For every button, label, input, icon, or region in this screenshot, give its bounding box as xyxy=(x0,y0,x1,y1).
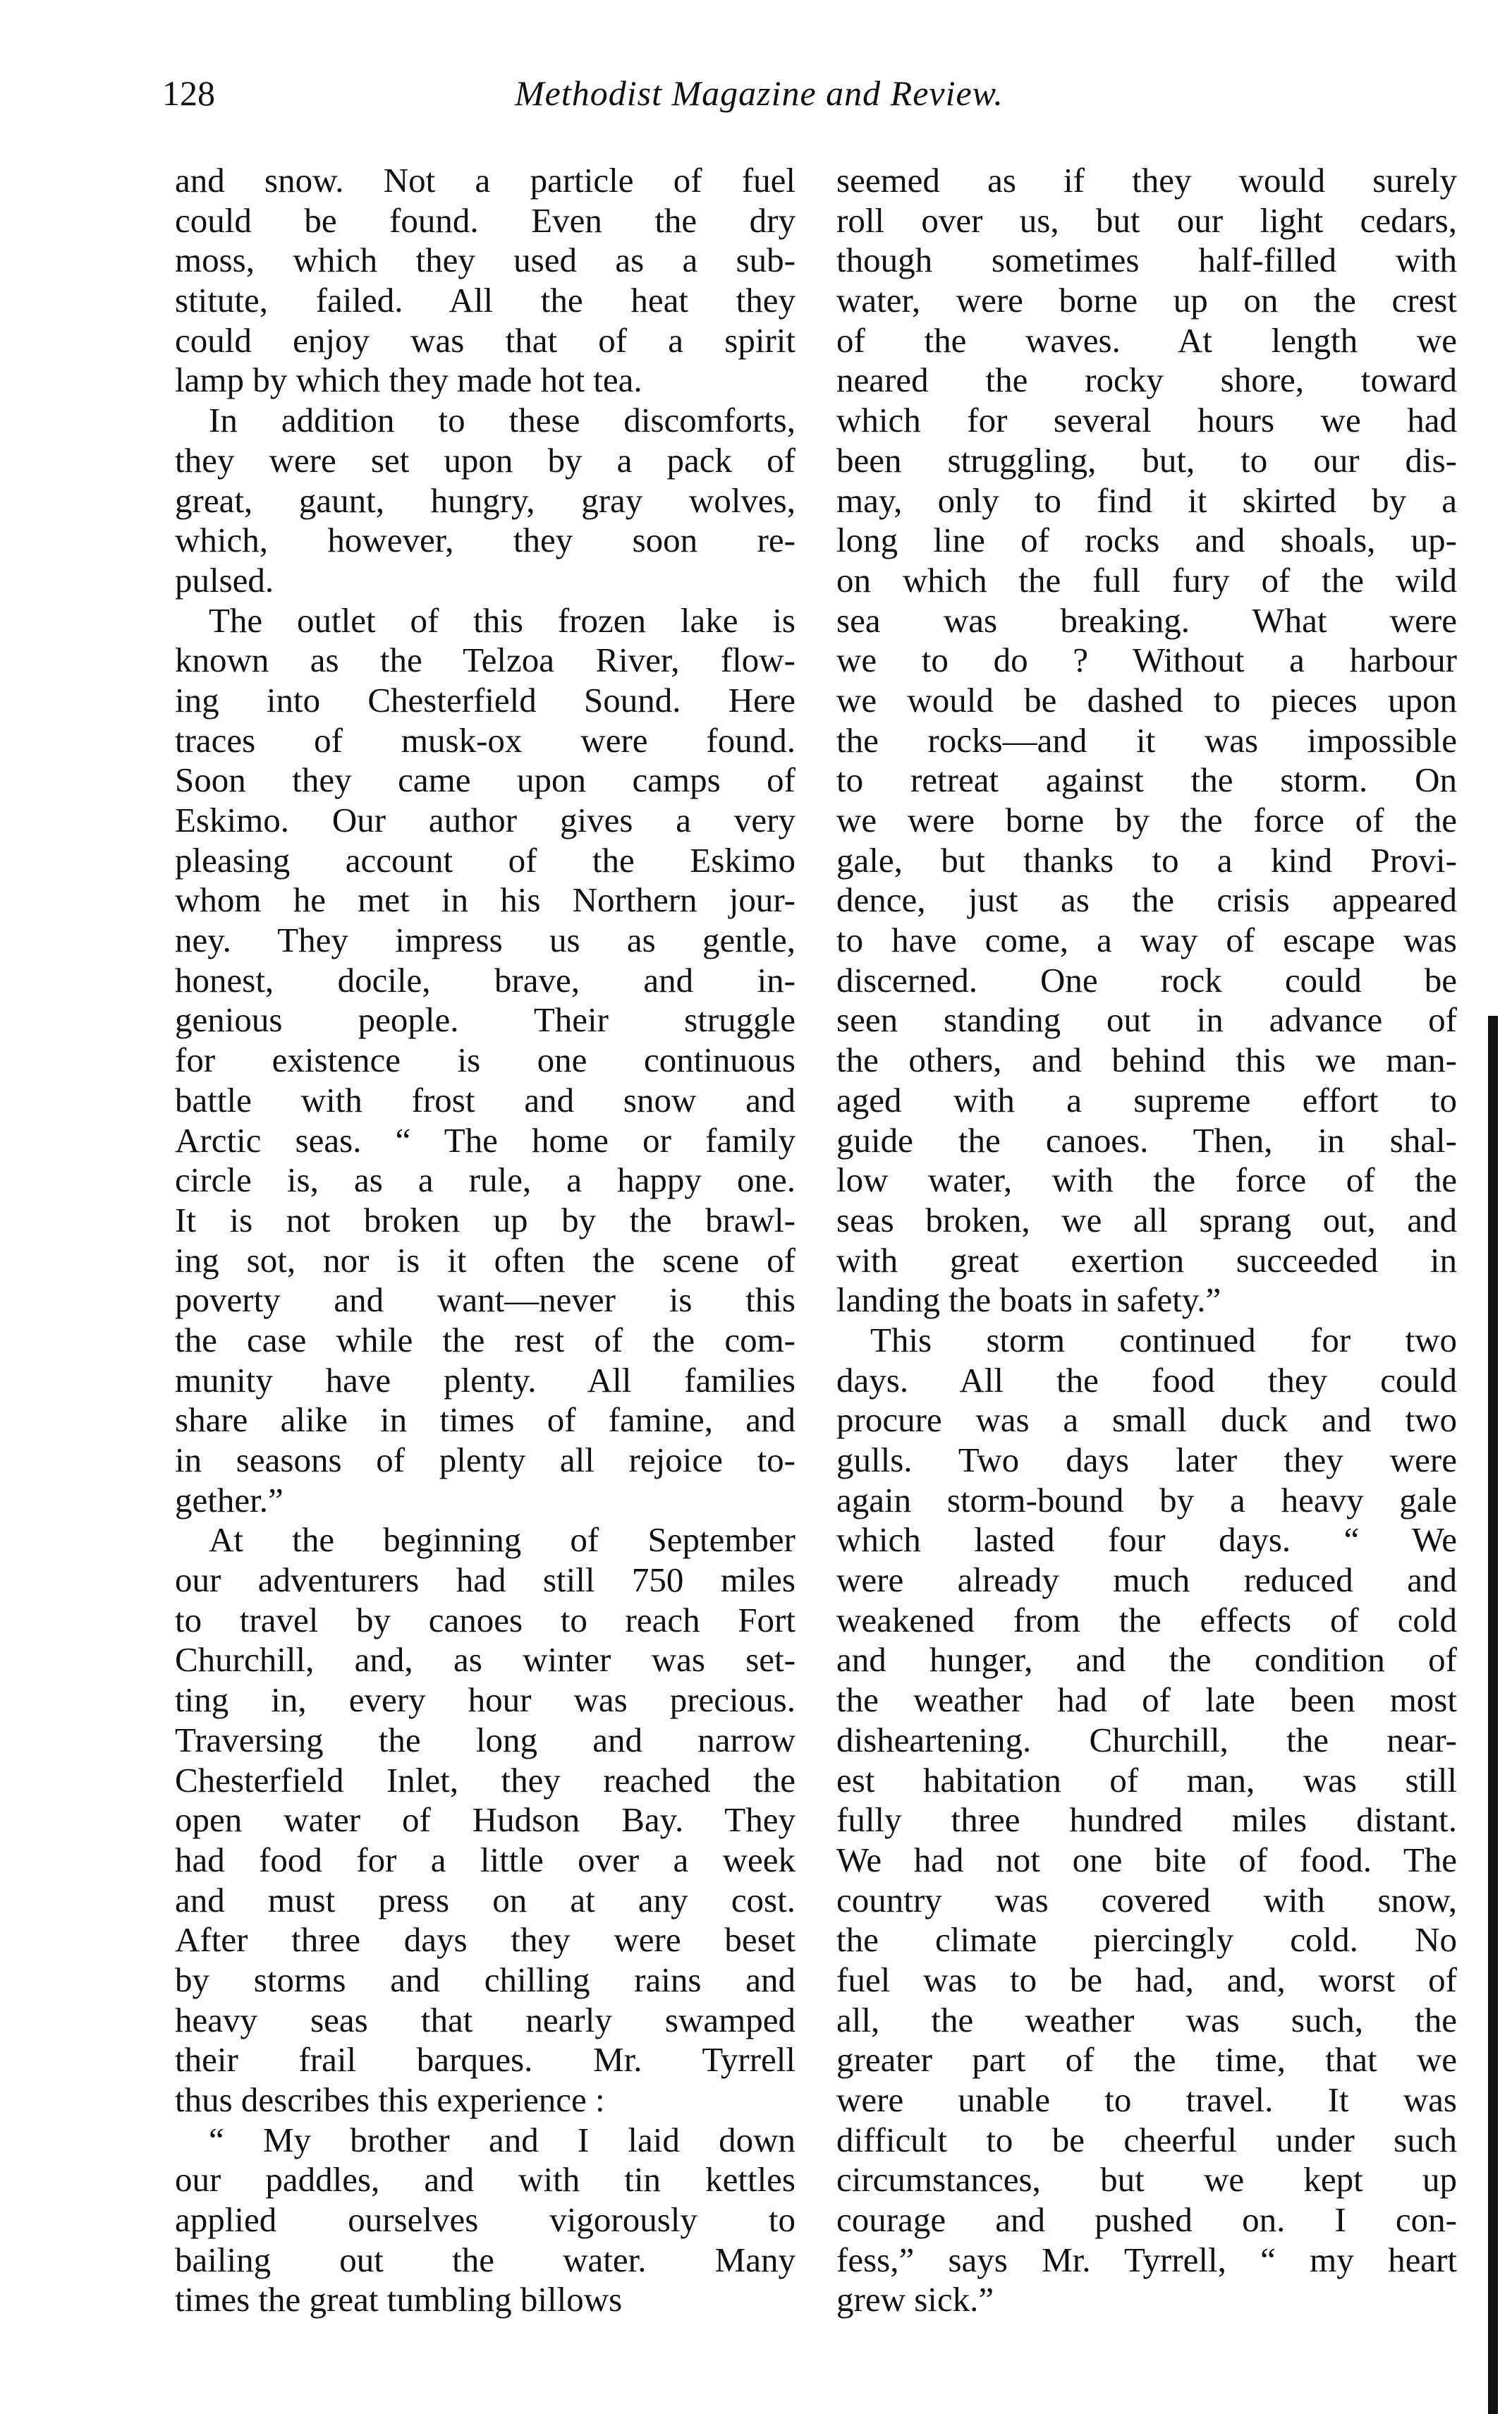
text-line: dence, just as the crisis appeared xyxy=(836,880,1457,920)
text-line: we were borne by the force of the xyxy=(836,801,1457,839)
text-line: sea was breaking. What were xyxy=(836,600,1457,640)
text-line: we would be dashed to pieces upon xyxy=(836,680,1457,720)
text-line: all, the weather was such, the xyxy=(836,2000,1457,2039)
text-line: gulls. Two days later they were xyxy=(836,1440,1457,1479)
text-line: roll over us, but our light cedars, xyxy=(836,200,1457,240)
text-line: water, were borne up on the crest xyxy=(836,281,1457,320)
text-line: guide the canoes. Then, in shal- xyxy=(836,1120,1457,1160)
text-line: difficult to be cheerful under such xyxy=(836,2120,1457,2159)
text-line: the rocks—and it was impossible xyxy=(836,720,1457,760)
text-line: thus describes this experience : xyxy=(175,2080,605,2119)
text-line: Arctic seas. “ The home or family xyxy=(175,1120,795,1160)
text-line: neared the rocky shore, toward xyxy=(836,360,1457,400)
left-text-column xyxy=(175,161,795,2320)
text-line: to retreat against the storm. On xyxy=(836,760,1457,800)
text-line: This storm continued for two xyxy=(870,1320,1457,1359)
text-line: Chesterfield Inlet, they reached the xyxy=(175,1760,795,1800)
text-line: poverty and want—never is this xyxy=(175,1280,795,1320)
text-line: the climate piercingly cold. No xyxy=(836,1920,1457,1960)
text-line: disheartening. Churchill, the near- xyxy=(836,1720,1457,1759)
text-line: pulsed. xyxy=(175,560,274,600)
page-edge-shadow xyxy=(1488,1016,1498,2414)
text-line: aged with a supreme effort to xyxy=(836,1080,1457,1120)
text-line: Churchill, and, as winter was set- xyxy=(175,1640,795,1680)
text-line: greater part of the time, that we xyxy=(836,2040,1457,2080)
text-line: which, however, they soon re- xyxy=(175,521,795,560)
text-line: gether.” xyxy=(175,1480,284,1520)
text-line: heavy seas that nearly swamped xyxy=(175,2000,795,2039)
text-line: ing sot, nor is it often the scene of xyxy=(175,1240,795,1280)
text-line: Traversing the long and narrow xyxy=(175,1720,795,1759)
text-line: After three days they were beset xyxy=(175,1920,795,1960)
text-line: may, only to find it skirted by a xyxy=(836,480,1457,520)
text-line: The outlet of this frozen lake is xyxy=(209,600,795,640)
text-line: great, gaunt, hungry, gray wolves, xyxy=(175,480,795,520)
text-line: country was covered with snow, xyxy=(836,1880,1457,1919)
text-line: ting in, every hour was precious. xyxy=(175,1680,795,1720)
text-line: genious people. Their struggle xyxy=(175,1000,795,1040)
text-line: At the beginning of September xyxy=(209,1520,795,1560)
text-line: lamp by which they made hot tea. xyxy=(175,360,642,400)
text-line: traces of musk-ox were found. xyxy=(175,720,795,760)
text-line: ing into Chesterfield Sound. Here xyxy=(175,680,795,720)
text-line: the others, and behind this we man- xyxy=(836,1041,1457,1080)
text-line: pleasing account of the Eskimo xyxy=(175,840,795,880)
text-line: by storms and chilling rains and xyxy=(175,1960,795,1999)
text-line: In addition to these discomforts, xyxy=(209,401,795,440)
text-line: bailing out the water. Many xyxy=(175,2240,795,2279)
text-line: and must press on at any cost. xyxy=(175,1880,795,1919)
text-line: which for several hours we had xyxy=(836,401,1457,440)
text-line: Eskimo. Our author gives a very xyxy=(175,801,795,839)
text-line: been struggling, but, to our dis- xyxy=(836,440,1457,480)
text-line: could be found. Even the dry xyxy=(175,200,795,240)
text-line: honest, docile, brave, and in- xyxy=(175,960,795,1000)
text-line: Soon they came upon camps of xyxy=(175,760,795,800)
text-line: they were set upon by a pack of xyxy=(175,440,795,480)
text-line: of the waves. At length we xyxy=(836,320,1457,360)
page-number: 128 xyxy=(162,73,215,113)
text-line: were unable to travel. It was xyxy=(836,2080,1457,2119)
text-line: whom he met in his Northern jour- xyxy=(175,880,795,920)
text-line: gale, but thanks to a kind Provi- xyxy=(836,840,1457,880)
text-line: for existence is one continuous xyxy=(175,1041,795,1080)
text-line: It is not broken up by the brawl- xyxy=(175,1200,795,1239)
text-line: battle with frost and snow and xyxy=(175,1080,795,1120)
text-line: were already much reduced and xyxy=(836,1560,1457,1600)
text-line: the weather had of late been most xyxy=(836,1680,1457,1720)
text-line: and snow. Not a particle of fuel xyxy=(175,161,795,200)
text-line: to travel by canoes to reach Fort xyxy=(175,1600,795,1639)
text-line: seas broken, we all sprang out, and xyxy=(836,1200,1457,1239)
text-line: again storm-bound by a heavy gale xyxy=(836,1480,1457,1520)
text-line: and hunger, and the condition of xyxy=(836,1640,1457,1680)
text-line: had food for a little over a week xyxy=(175,1840,795,1879)
text-line: the case while the rest of the com- xyxy=(175,1320,795,1359)
text-line: circumstances, but we kept up xyxy=(836,2160,1457,2200)
text-line: courage and pushed on. I con- xyxy=(836,2200,1457,2240)
text-line: We had not one bite of food. The xyxy=(836,1840,1457,1879)
text-line: ney. They impress us as gentle, xyxy=(175,921,795,960)
text-line: could enjoy was that of a spirit xyxy=(175,320,795,360)
text-line: circle is, as a rule, a happy one. xyxy=(175,1160,795,1200)
text-line: though sometimes half-filled with xyxy=(836,241,1457,280)
text-line: long line of rocks and shoals, up- xyxy=(836,521,1457,560)
text-line: moss, which they used as a sub- xyxy=(175,241,795,280)
page-header xyxy=(162,65,1425,121)
text-line: munity have plenty. All families xyxy=(175,1360,795,1400)
running-title: Methodist Magazine and Review. xyxy=(515,73,1004,113)
text-line: which lasted four days. “ We xyxy=(836,1520,1457,1560)
text-line: fess,” says Mr. Tyrrell, “ my heart xyxy=(836,2240,1457,2279)
text-line: share alike in times of famine, and xyxy=(175,1400,795,1440)
text-line: times the great tumbling billows xyxy=(175,2280,623,2319)
text-line: with great exertion succeeded in xyxy=(836,1240,1457,1280)
text-line: seemed as if they would surely xyxy=(836,161,1457,200)
text-line: stitute, failed. All the heat they xyxy=(175,281,795,320)
text-line: procure was a small duck and two xyxy=(836,1400,1457,1440)
text-line: discerned. One rock could be xyxy=(836,960,1457,1000)
text-line: fuel was to be had, and, worst of xyxy=(836,1960,1457,1999)
text-line: our adventurers had still 750 miles xyxy=(175,1560,795,1600)
text-line: fully three hundred miles distant. xyxy=(836,1800,1457,1840)
text-line: open water of Hudson Bay. They xyxy=(175,1800,795,1840)
text-line: est habitation of man, was still xyxy=(836,1760,1457,1800)
text-line: weakened from the effects of cold xyxy=(836,1600,1457,1639)
text-line: applied ourselves vigorously to xyxy=(175,2200,795,2240)
text-line: low water, with the force of the xyxy=(836,1160,1457,1200)
text-line: to have come, a way of escape was xyxy=(836,921,1457,960)
text-line: our paddles, and with tin kettles xyxy=(175,2160,795,2200)
text-line: grew sick.” xyxy=(836,2280,994,2319)
text-line: in seasons of plenty all rejoice to- xyxy=(175,1440,795,1479)
text-line: known as the Telzoa River, flow- xyxy=(175,641,795,680)
text-line: landing the boats in safety.” xyxy=(836,1280,1221,1320)
text-line: on which the full fury of the wild xyxy=(836,560,1457,600)
text-line: we to do ? Without a harbour xyxy=(836,641,1457,680)
text-line: seen standing out in advance of xyxy=(836,1000,1457,1040)
right-text-column xyxy=(836,161,1457,2320)
text-line: days. All the food they could xyxy=(836,1360,1457,1400)
text-line: “ My brother and I laid down xyxy=(209,2120,795,2159)
text-line: their frail barques. Mr. Tyrrell xyxy=(175,2040,795,2080)
